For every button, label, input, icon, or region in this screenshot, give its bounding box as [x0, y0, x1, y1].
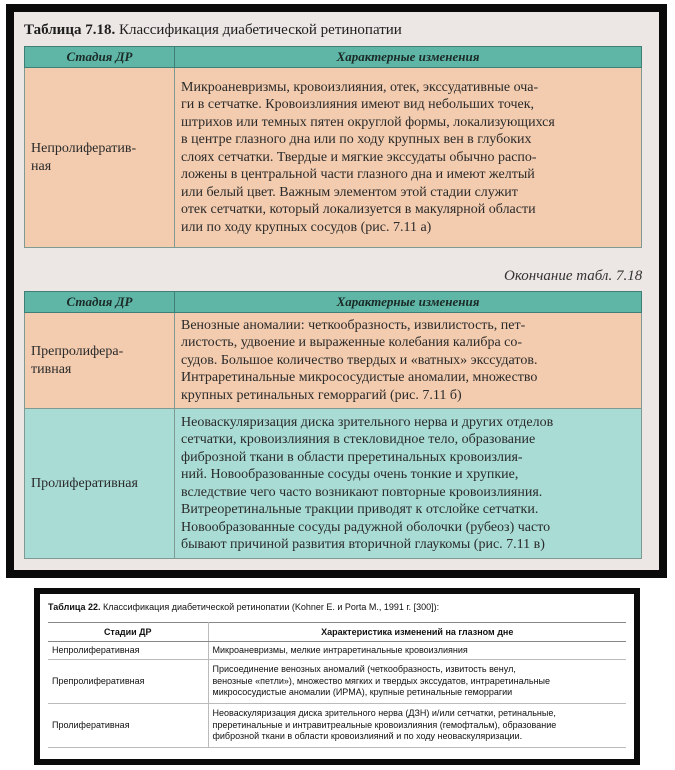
- stage-cell: Непролифератив- ная: [25, 68, 175, 248]
- stage-cell: Препролифера- тивная: [25, 313, 175, 409]
- header-changes: Характеристика изменений на глазном дне: [208, 623, 626, 642]
- continuation-caption: Окончание табл. 7.18: [504, 268, 643, 284]
- stage-cell: Пролиферативная: [48, 704, 208, 748]
- stage-cell: Непролиферативная: [48, 642, 208, 660]
- header-stage: Стадии ДР: [48, 623, 208, 642]
- changes-cell: Неоваскуляризация диска зрительного нерва и других отделов сетчатки, кровоизлияния в стекловидное тело, образование фиброзной ткани в области преретинальных кровоизлия- ний. Новообразованные сосуды очень тонкие и хрупкие, вследствие чего часто возникают повторные кровоизлияния. Витреоретинальные тракции приводят к отслойке сетчатки. Новообразованные сосуды радужной оболочки (рубеоз) часто бывают причиной развития вторичной глаукомы (рис. 7.11 в): [175, 409, 642, 559]
- header-stage: Стадия ДР: [25, 47, 175, 68]
- changes-cell: Венозные аномалии: четкообразность, извилистость, пет- листость, удвоение и выраженные колебания калибра со- судов. Большое количество твердых и «ватных» экссудатов. Интраретинальные микрососудистые аномалии, множество крупных ретинальных геморрагий (рис. 7.11 б): [175, 313, 642, 409]
- changes-cell: Присоединение венозных аномалий (четкообразность, извитость венул, венозные «петли»), множество мягких и твердых экссудатов, интраретинальные микрососудистые аномалии (ИРМА), крупные ретинальные геморрагии: [208, 660, 626, 704]
- scanned-page: [14, 12, 659, 570]
- clean-table-page: [40, 594, 634, 759]
- changes-cell: Микроаневризмы, мелкие интраретинальные кровоизлияния: [208, 642, 626, 660]
- table-22-caption: Таблица 22. Классификация диабетической ретинопатии (Kohner E. и Porta M., 1991 г. [300]):: [48, 602, 440, 612]
- table-718-part2: [24, 291, 642, 559]
- changes-cell: Неоваскуляризация диска зрительного нерва (ДЗН) и/или сетчатки, ретинальные, преретинальные и интравитреальные кровоизлияния (гемофтальм), образование фиброзной ткани в области кровоизлияний и по ходу неоваскуляризации.: [208, 704, 626, 748]
- table-718-part1: [24, 46, 642, 248]
- changes-cell: Микроаневризмы, кровоизлияния, отек, экссудативные оча- ги в сетчатке. Кровоизлияния имеют вид небольших точек, штрихов или темных пятен округлой формы, локализующихся в центре глазного дна или по ходу крупных вен в глубоких слоях сетчатки. Твердые и мягкие экссудаты обычно распо- ложены в центральной части глазного дна и имеют желтый или белый цвет. Важным элементом этой стадии служит отек сетчатки, который локализуется в макулярной области или по ходу крупных сосудов (рис. 7.11 а): [175, 68, 642, 248]
- header-stage: Стадия ДР: [25, 292, 175, 313]
- table-718-caption: Таблица 7.18. Классификация диабетической ретинопатии: [24, 22, 402, 38]
- stage-cell: Пролиферативная: [25, 409, 175, 559]
- stage-cell: Препролиферативная: [48, 660, 208, 704]
- header-changes: Характерные изменения: [175, 292, 642, 313]
- header-changes: Характерные изменения: [175, 47, 642, 68]
- scanned-table-frame: [6, 4, 667, 578]
- table-22: [48, 622, 626, 748]
- clean-table-frame: [34, 588, 640, 765]
